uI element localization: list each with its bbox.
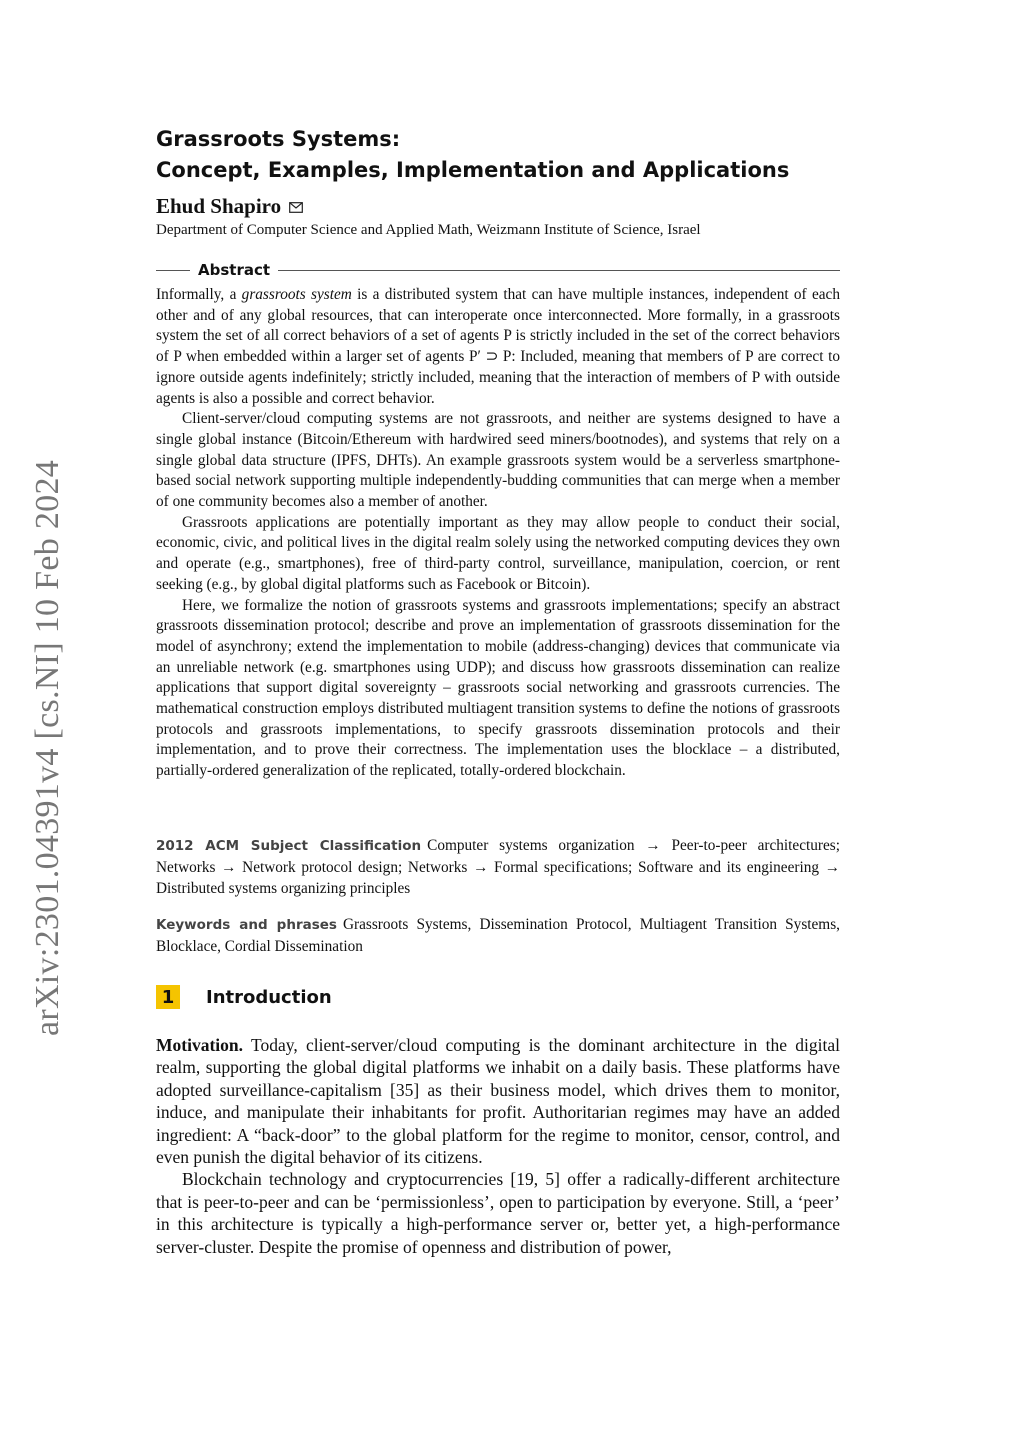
body-text — [156, 1034, 840, 1258]
author-line — [156, 194, 840, 219]
arxiv-sidebar — [23, 448, 73, 1048]
keywords-heading: Keywords and phrases — [156, 917, 337, 933]
section-number: 1 — [156, 985, 180, 1009]
abstract-paragraph: Client-server/cloud computing systems are not grassroots, and neither are systems designed to have a single global instance (Bitcoin/Ethereum with hardwired seed miners/bootnodes), and systems that rely on a single global data structure (IPFS, DHTs). An example grassroots system would be a serverless smartphone-based social network supporting multiple independently-budding communities that can merge when a member of one community becomes also a member of another. — [156, 410, 840, 511]
section-title: Introduction — [206, 986, 332, 1008]
keywords — [156, 914, 840, 957]
keywords-text: Grassroots Systems, Dissemination Protocol, Multiagent Transition Systems, Blocklace, Cordial Dissemination — [156, 916, 840, 955]
header-block — [156, 124, 840, 782]
acm-text: Computer systems organization → Peer-to-peer architectures; Networks → Network protocol design; Networks → Formal specifications; Software and its engineering → Distributed systems organizing principles — [156, 837, 840, 897]
paragraph-lead: Motivation. — [156, 1035, 244, 1055]
body-paragraph — [156, 1034, 840, 1168]
text: is a distributed system that can have multiple instances, independent of each other and of any global resources, that can interoperate once interconnected. More formally, in a grassroots system the set of all correct behaviors of a set of agents P is strictly included in the set of the correct behaviors of P when embedded within a larger set of agents P′ ⊃ P: Included, meaning that members of P are correct to ignore outside agents indefinitely; strictly included, meaning that the interaction of members of P with outside agents is also a possible and correct behavior. — [156, 286, 840, 407]
text: Today, client-server/cloud computing is the dominant architecture in the digital realm, supporting the global digital platforms we inhabit on a daily basis. These platforms have adopted surveillance-capitalism [35] as their business model, which drives them to monitor, induce, and manipulate their inhabitants for profit. Authoritarian regimes may have an added ingredient: A “back-door” to the global platform for the regime to monitor, censor, control, and even punish the digital behavior of its citizens. — [156, 1035, 840, 1168]
paper-title — [156, 124, 840, 186]
body-paragraph: Blockchain technology and cryptocurrencies [19, 5] offer a radically-different architecture that is peer-to-peer and can be ‘permissionless’, open to participation by everyone. Still, a ‘peer’ in this architecture is typically a high-performance server or, better yet, a high-performance server-cluster. Despite the promise of openness and distribution of power, — [156, 1169, 840, 1257]
text: Informally, a — [156, 286, 242, 303]
abstract-paragraph: Here, we formalize the notion of grassroots systems and grassroots implementations; specify an abstract grassroots dissemination protocol; describe and prove an implementation of grassroots dissemination for the model of asynchrony; extend the implementation to mobile (address-changing) devices that communicate via an unreliable network (e.g. smartphones using UDP); and discuss how grassroots dissemination can realize applications that support digital sovereignty – grassroots social networking and grassroots currencies. The mathematical construction employs distributed multiagent transition systems to define the notions of grassroots protocols and grassroots implementations, to specify grassroots dissemination protocols and their implementation, and to prove their correctness. The implementation uses the blocklace – a distributed, partially-ordered generalization of the replicated, totally-ordered blockchain. — [156, 596, 840, 780]
divider — [278, 270, 840, 271]
author-name: Ehud Shapiro — [156, 194, 282, 218]
acm-classification — [156, 835, 840, 899]
divider — [156, 270, 190, 271]
abstract-paragraph: Grassroots applications are potentially important as they may allow people to conduct their social, economic, civic, and political lives in the digital realm solely using the networked computing devices they own and operate (e.g., smartphones), free of third-party control, surveillance, manipulation, coercion, or rent seeking (e.g., by global digital platforms such as Facebook or Bitcoin). — [156, 513, 840, 593]
abstract-heading — [156, 261, 840, 279]
emphasis: grassroots system — [241, 286, 352, 303]
email-icon[interactable] — [289, 202, 303, 213]
abstract-body — [156, 285, 840, 782]
abstract-label: Abstract — [198, 261, 271, 279]
author-affiliation: Department of Computer Science and Applied Math, Weizmann Institute of Science, Israel — [156, 222, 701, 238]
arxiv-id: arXiv:2301.04391v4 [cs.NI] 10 Feb 2024 — [29, 459, 67, 1037]
title-line-1: Grassroots Systems: — [156, 127, 401, 151]
title-line-2: Concept, Examples, Implementation and Applications — [156, 158, 790, 182]
section-heading — [156, 985, 840, 1009]
abstract-paragraph — [156, 285, 840, 409]
acm-heading: 2012 ACM Subject Classification — [156, 838, 422, 854]
